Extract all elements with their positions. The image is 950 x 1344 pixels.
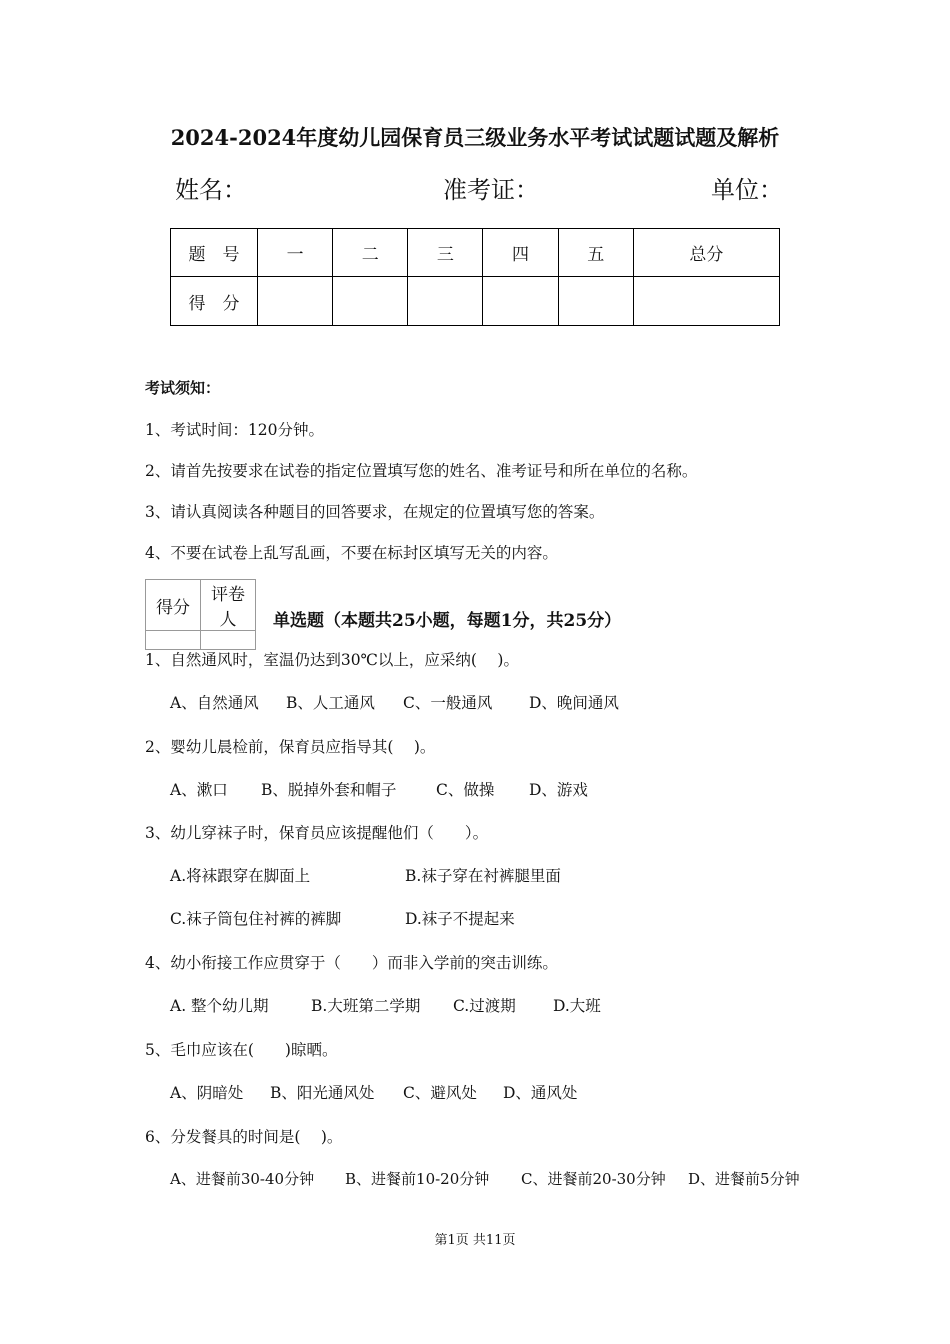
notice-item: 1、考试时间：120分钟。 bbox=[145, 421, 324, 439]
score-header-cell: 二 bbox=[333, 229, 408, 277]
score-header-cell: 三 bbox=[408, 229, 483, 277]
score-table-header-row bbox=[171, 229, 780, 277]
name-field-label: 姓名： bbox=[175, 176, 247, 204]
option-c: C、避风处 bbox=[403, 1084, 477, 1102]
option-c: C.袜子筒包住衬裤的裤脚 bbox=[170, 910, 342, 928]
option-d: D、进餐前5分钟 bbox=[688, 1170, 800, 1188]
option-b: B、进餐前10-20分钟 bbox=[345, 1170, 490, 1188]
score-header-cell: 题 号 bbox=[171, 229, 258, 277]
score-header-cell: 总分 bbox=[633, 229, 779, 277]
question-text: 3、幼儿穿袜子时，保育员应该提醒他们（ ）。 bbox=[145, 824, 489, 842]
option-a: A.将袜跟穿在脚面上 bbox=[170, 867, 311, 885]
score-header-cell: 五 bbox=[558, 229, 633, 277]
score-header-cell: 四 bbox=[483, 229, 558, 277]
option-c: C、进餐前20-30分钟 bbox=[521, 1170, 666, 1188]
notice-item: 3、请认真阅读各种题目的回答要求，在规定的位置填写您的答案。 bbox=[145, 503, 605, 521]
grader-score-label: 得分 bbox=[146, 580, 201, 631]
notice-item: 2、请首先按要求在试卷的指定位置填写您的姓名、准考证号和所在单位的名称。 bbox=[145, 462, 698, 480]
option-b: B、脱掉外套和帽子 bbox=[261, 781, 397, 799]
page-footer: 第1页 共11页 bbox=[434, 1233, 516, 1248]
option-c: C、做操 bbox=[436, 781, 495, 799]
option-b: B.袜子穿在衬裤腿里面 bbox=[405, 867, 561, 885]
option-a: A、进餐前30-40分钟 bbox=[170, 1170, 315, 1188]
score-cell[interactable] bbox=[408, 277, 483, 326]
grader-score-cell[interactable] bbox=[146, 631, 201, 650]
question-text: 1、自然通风时，室温仍达到30℃以上，应采纳( )。 bbox=[145, 651, 519, 669]
question-text: 6、分发餐具的时间是( )。 bbox=[145, 1128, 343, 1146]
option-b: B、人工通风 bbox=[286, 694, 375, 712]
option-d: D、晚间通风 bbox=[529, 694, 619, 712]
notice-item: 4、不要在试卷上乱写乱画，不要在标封区填写无关的内容。 bbox=[145, 544, 558, 562]
score-cell[interactable] bbox=[258, 277, 333, 326]
option-d: D.大班 bbox=[553, 997, 601, 1015]
option-a: A、阴暗处 bbox=[170, 1084, 244, 1102]
score-table bbox=[170, 228, 780, 326]
grader-reviewer-label: 评卷人 bbox=[201, 580, 256, 631]
unit-field-label: 单位： bbox=[711, 176, 783, 204]
option-d: D、通风处 bbox=[503, 1084, 578, 1102]
option-a: A、漱口 bbox=[170, 781, 228, 799]
score-table-score-row bbox=[171, 277, 780, 326]
score-cell[interactable] bbox=[558, 277, 633, 326]
question-text: 2、婴幼儿晨检前，保育员应指导其( )。 bbox=[145, 738, 436, 756]
option-c: C、一般通风 bbox=[403, 694, 493, 712]
section-title: 单选题（本题共25小题，每题1分，共25分） bbox=[273, 611, 622, 631]
grader-reviewer-cell[interactable] bbox=[201, 631, 256, 650]
option-b: B.大班第二学期 bbox=[311, 997, 421, 1015]
score-row-label: 得 分 bbox=[171, 277, 258, 326]
score-cell[interactable] bbox=[633, 277, 779, 326]
exam-id-field-label: 准考证： bbox=[443, 176, 539, 204]
score-cell[interactable] bbox=[333, 277, 408, 326]
option-a: A、自然通风 bbox=[170, 694, 259, 712]
option-b: B、阳光通风处 bbox=[270, 1084, 375, 1102]
notice-heading: 考试须知： bbox=[145, 379, 221, 397]
question-text: 4、幼小衔接工作应贯穿于（ ）而非入学前的突击训练。 bbox=[145, 954, 558, 972]
option-d: D.袜子不提起来 bbox=[405, 910, 515, 928]
question-text: 5、毛巾应该在( )晾晒。 bbox=[145, 1041, 338, 1059]
option-d: D、游戏 bbox=[529, 781, 588, 799]
document-title: 2024-2024年度幼儿园保育员三级业务水平考试试题试题及解析 bbox=[170, 125, 780, 150]
score-cell[interactable] bbox=[483, 277, 558, 326]
score-header-cell: 一 bbox=[258, 229, 333, 277]
option-c: C.过渡期 bbox=[453, 997, 516, 1015]
option-a: A. 整个幼儿期 bbox=[170, 997, 269, 1015]
grader-box bbox=[145, 579, 256, 650]
